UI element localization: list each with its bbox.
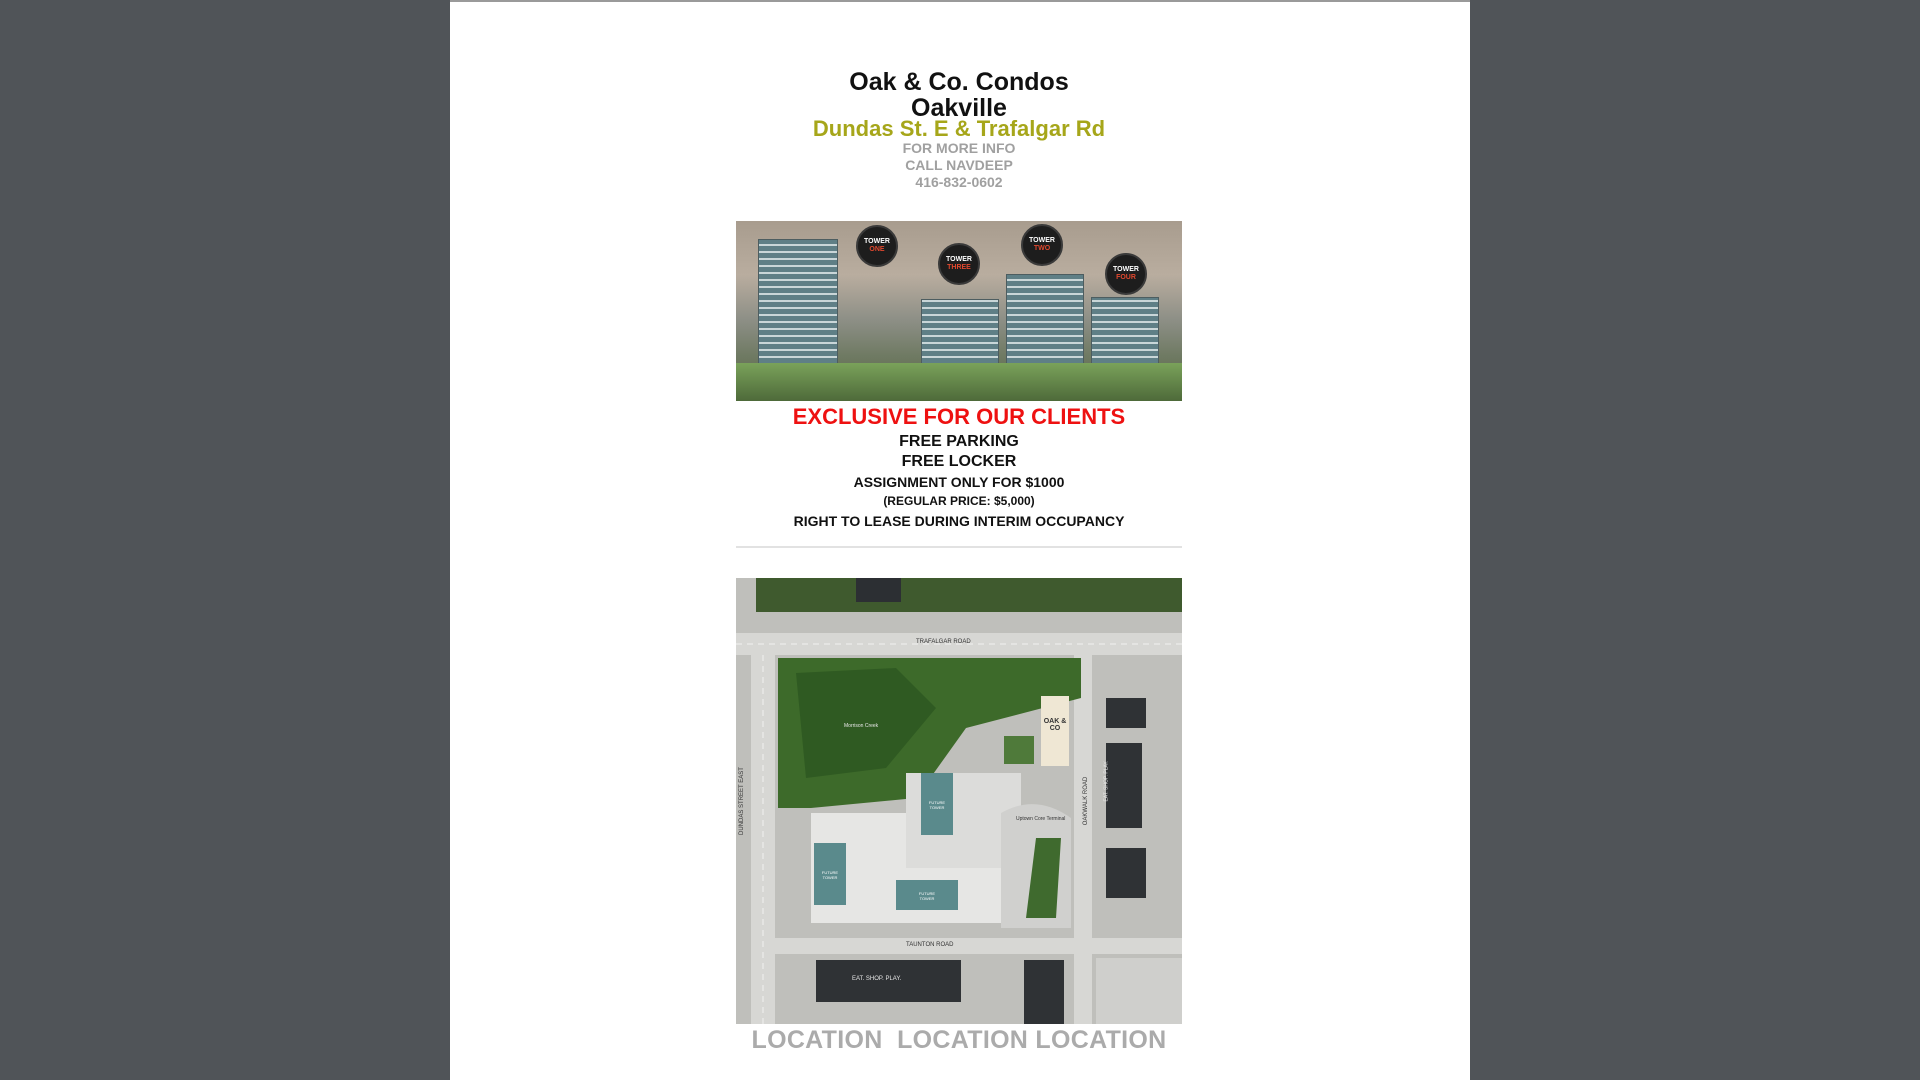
page-title: Oak & Co. Condos [849,68,1069,96]
towers-rendering-image [736,221,1182,401]
future-tower-label-1: FUTURE TOWER [928,800,946,810]
interim-occupancy-text: RIGHT TO LEASE DURING INTERIM OCCUPANCY [793,513,1125,529]
site-plan-image [736,578,1182,1024]
trafalgar-road-label: TRAFALGAR ROAD [916,639,971,645]
tower-one-badge: TOWER ONE [856,225,898,267]
taunton-road-label: TAUNTON ROAD [906,942,954,948]
eat-shop-play-sign-2: EAT. SHOP. PLAY. [1103,760,1110,802]
tower-one-building [758,239,838,371]
dundas-street-label: DUNDAS STREET EAST [738,767,745,835]
eat-shop-play-sign-1: EAT. SHOP. PLAY. [852,976,902,982]
tower-two-building [1006,274,1084,371]
regular-price-text: (REGULAR PRICE: $5,000) [883,494,1035,508]
free-parking-text: FREE PARKING [899,433,1019,450]
tower-three-badge: TOWER THREE [938,243,980,285]
tower-two-badge: TOWER TWO [1021,224,1063,266]
document-page [450,0,1470,1080]
info-line-1: FOR MORE INFO [902,140,1016,156]
oak-and-co-logo: OAK & CO [1043,718,1067,732]
tower-three-building [921,299,999,371]
future-tower-label-2: FUTURE TOWER [821,870,839,880]
location-footer: LOCATION LOCATION LOCATION [751,1026,1167,1054]
assignment-price-text: ASSIGNMENT ONLY FOR $1000 [853,474,1065,490]
exclusive-headline: EXCLUSIVE FOR OUR CLIENTS [792,404,1126,429]
tower-four-badge: TOWER FOUR [1105,253,1147,295]
phone-number: 416-832-0602 [915,174,1003,190]
green-podium [736,363,1182,401]
divider [736,546,1182,548]
info-line-2: CALL NAVDEEP [905,157,1013,173]
address-heading: Dundas St. E & Trafalgar Rd [812,116,1106,141]
city-heading: Oakville [911,94,1007,122]
free-locker-text: FREE LOCKER [901,453,1017,470]
tower-four-building [1091,297,1159,371]
oakwalk-road-label: OAKWALK ROAD [1083,776,1090,826]
morrison-creek-label: Morrison Creek [844,723,879,729]
terminal-label: Uptown Core Terminal [1016,816,1066,822]
future-tower-label-3: FUTURE TOWER [918,891,936,901]
